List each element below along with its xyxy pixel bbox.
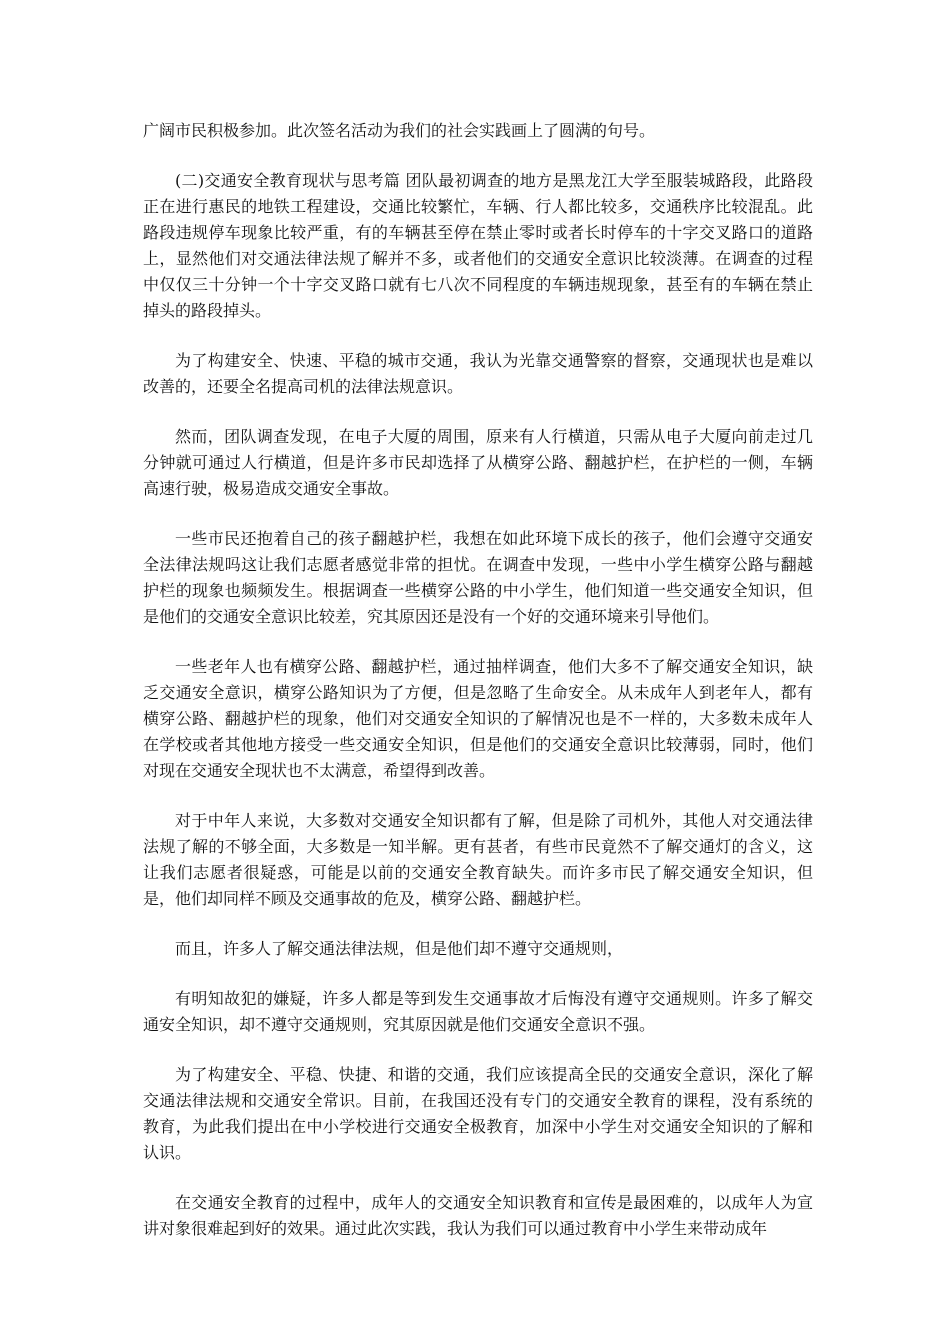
paragraph-11: 在交通安全教育的过程中，成年人的交通安全知识教育和宣传是最困难的，以成年人为宣讲对象很难起到好的效果。通过此次实践，我认为我们可以通过教育中小学生来带动成年 — [143, 1193, 813, 1238]
paragraph-2: (二)交通安全教育现状与思考篇 团队最初调查的地方是黑龙江大学至服装城路段，此路段正在进行惠民的地铁工程建设，交通比较繁忙，车辆、行人都比较多，交通秩序比较混乱。此路段违规停车现象比较严重，有的车辆甚至停在禁止零时或者长时停车的十字交叉路口的道路上，显然他们对交通法律法规了解并不多，或者他们的交通安全意识比较淡薄。在调查的过程中仅仅三十分钟一个十字交叉路口就有七八次不同程度的车辆违规现象，甚至有的车辆在禁止掉头的路段掉头。 — [143, 171, 813, 320]
paragraph-10: 为了构建安全、平稳、快捷、和谐的交通，我们应该提高全民的交通安全意识，深化了解交通法律法规和交通安全常识。目前，在我国还没有专门的交通安全教育的课程，没有系统的教育，为此我们提出在中小学校进行交通安全极教育，加深中小学生对交通安全知识的了解和认识。 — [143, 1065, 813, 1162]
paragraph-9: 有明知故犯的嫌疑，许多人都是等到发生交通事故才后悔没有遵守交通规则。许多了解交通安全知识，却不遵守交通规则，究其原因就是他们交通安全意识不强。 — [143, 989, 813, 1034]
paragraph-7: 对于中年人来说，大多数对交通安全知识都有了解，但是除了司机外，其他人对交通法律法规了解的不够全面，大多数是一知半解。更有甚者，有些市民竟然不了解交通灯的含义，这让我们志愿者很疑惑，可能是以前的交通安全教育缺失。而许多市民了解交通安全知识，但是，他们却同样不顾及交通事故的危及，横穿公路、翻越护栏。 — [143, 811, 813, 908]
paragraph-3: 为了构建安全、快速、平稳的城市交通，我认为光靠交通警察的督察，交通现状也是难以改善的，还要全名提高司机的法律法规意识。 — [143, 351, 813, 396]
paragraph-5: 一些市民还抱着自己的孩子翻越护栏，我想在如此环境下成长的孩子，他们会遵守交通安全法律法规吗这让我们志愿者感觉非常的担忧。在调查中发现，一些中小学生横穿公路与翻越护栏的现象也频频发生。根据调查一些横穿公路的中小学生，他们知道一些交通安全知识，但是他们的交通安全意识比较差，究其原因还是没有一个好的交通环境来引导他们。 — [143, 529, 813, 626]
paragraph-1: 广阔市民积极参加。此次签名活动为我们的社会实践画上了圆满的句号。 — [143, 121, 656, 140]
document-body — [143, 118, 813, 1266]
paragraph-4: 然而，团队调查发现，在电子大厦的周围，原来有人行横道，只需从电子大厦向前走过几分钟就可通过人行横道，但是许多市民却选择了从横穿公路、翻越护栏，在护栏的一侧，车辆高速行驶，极易造成交通安全事故。 — [143, 427, 813, 498]
paragraph-6: 一些老年人也有横穿公路、翻越护栏，通过抽样调查，他们大多不了解交通安全知识，缺乏交通安全意识，横穿公路知识为了方便，但是忽略了生命安全。从未成年人到老年人，都有横穿公路、翻越护栏的现象，他们对交通安全知识的了解情况也是不一样的，大多数未成年人在学校或者其他地方接受一些交通安全知识，但是他们的交通安全意识比较薄弱，同时，他们对现在交通安全现状也不太满意，希望得到改善。 — [143, 657, 813, 780]
paragraph-8: 而且，许多人了解交通法律法规，但是他们却不遵守交通规则， — [175, 939, 624, 958]
